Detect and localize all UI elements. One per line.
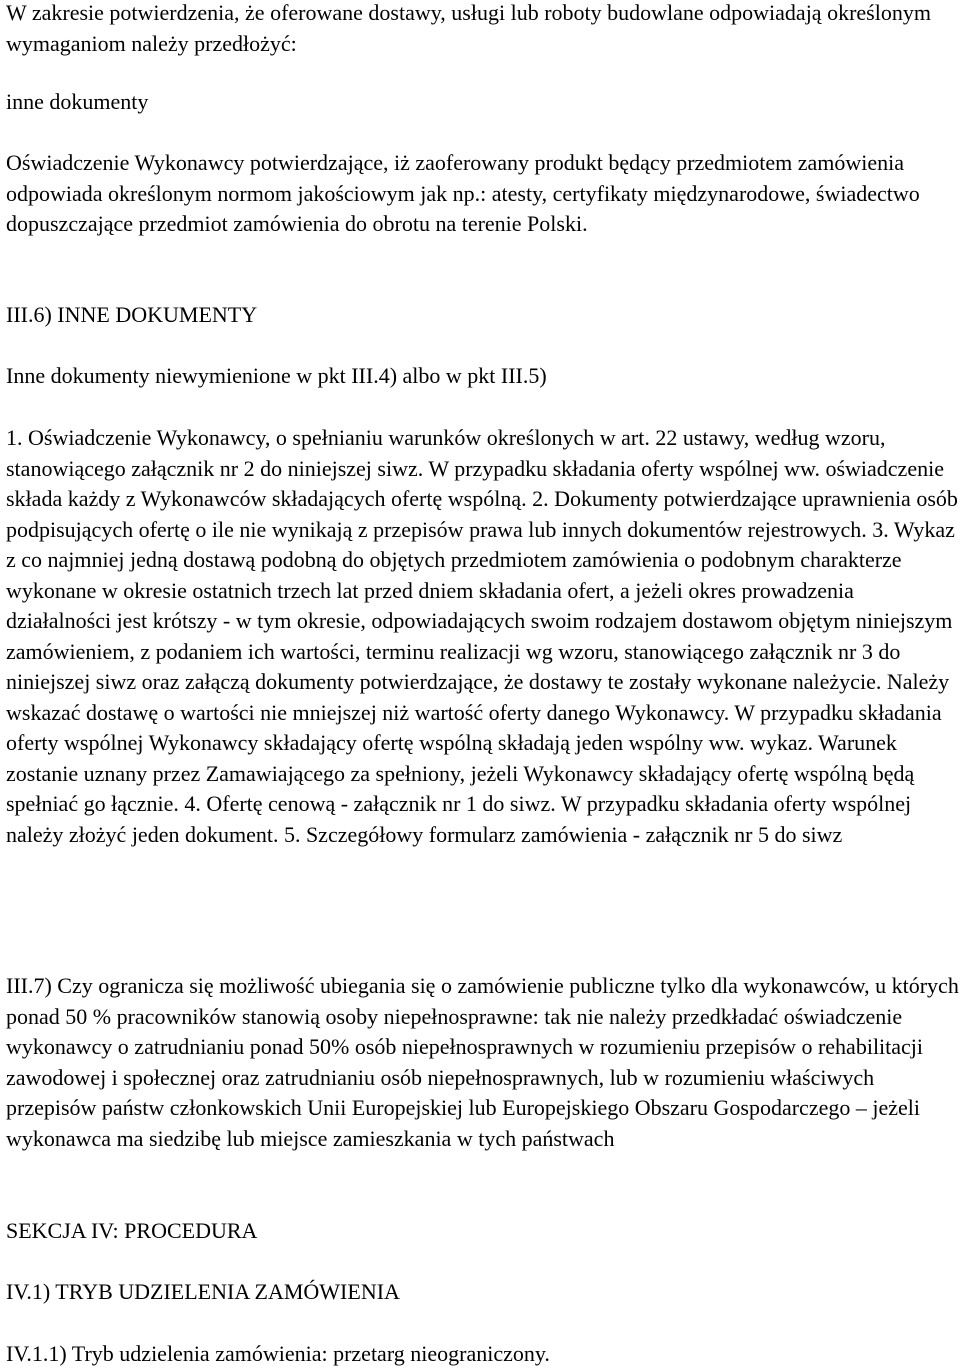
paragraph-requirements-intro: W zakresie potwierdzenia, że oferowane dostawy, usługi lub roboty budowlane odpowiadają określonym wymaganiom należy przedłożyć: xyxy=(6,0,931,56)
paragraph-other-documents: inne dokumenty xyxy=(6,89,149,114)
section-heading-iv-1: IV.1) TRYB UDZIELENIA ZAMÓWIENIA xyxy=(6,1279,400,1304)
paragraph-required-documents-list: 1. Oświadczenie Wykonawcy, o spełnianiu warunków określonych w art. 22 ustawy, według wzoru, stanowiącego załącznik nr 2 do niniejszej siwz. W przypadku składania oferty wspólnej ww. oświadczenie składa każdy z Wykonawców składających ofertę wspólną. 2. Dokumenty potwierdzające uprawnienia osób podpisujących ofertę o ile nie wynikają z przepisów prawa lub innych dokumentów rejestrowych. 3. Wykaz z co najmniej jedną dostawą podobną do objętych przedmiotem zamówienia o podobnym charakterze wykonane w okresie ostatnich trzech lat przed dniem składania ofert, a jeżeli okres prowadzenia działalności jest krótszy - w tym okresie, odpowiadających swoim rodzajem dostawom objętym niniejszym zamówieniem, z podaniem ich wartości, terminu realizacji wg wzoru, stanowiącego załącznik nr 3 do niniejszej siwz oraz załączą dokumenty potwierdzające, że dostawy te zostały wykonane należycie. Należy wskazać dostawę o wartości nie mniejszej niż wartość oferty danego Wykonawcy. W przypadku składania oferty wspólnej Wykonawcy składający ofertę wspólną składają jeden wspólny ww. wykaz. Warunek zostanie uznany przez Zamawiającego za spełniony, jeżeli Wykonawcy składający ofertę wspólną będą spełniać go łącznie. 4. Ofertę cenową - załącznik nr 1 do siwz. W przypadku składania oferty wspólnej należy złożyć jeden dokument. 5. Szczegółowy formularz zamówienia - załącznik nr 5 do siwz xyxy=(6,425,958,847)
section-heading-iii-6: III.6) INNE DOKUMENTY xyxy=(6,302,258,327)
paragraph-other-docs-not-listed: Inne dokumenty niewymienione w pkt III.4) albo w pkt III.5) xyxy=(6,363,547,388)
paragraph-iv-1-1: IV.1.1) Tryb udzielenia zamówienia: przetarg nieograniczony. xyxy=(6,1341,550,1366)
paragraph-contractor-statement: Oświadczenie Wykonawcy potwierdzające, iż zaoferowany produkt będący przedmiotem zamówienia odpowiada określonym normom jakościowym jak np.: atesty, certyfikaty międzynarodowe, świadectwo dopuszczające przedmiot zamówienia do obrotu na terenie Polski. xyxy=(6,150,920,236)
section-iii-7-paragraph: III.7) Czy ogranicza się możliwość ubiegania się o zamówienie publiczne tylko dla wykonawców, u których ponad 50 % pracowników stanowią osoby niepełnosprawne: tak nie należy przedkładać oświadczenie wykonawcy o zatrudnianiu ponad 50% osób niepełnosprawnych w rozumieniu przepisów o rehabilitacji zawodowej i społecznej oraz zatrudnianiu osób niepełnosprawnych, lub w rozumieniu właściwych przepisów państw członkowskich Unii Europejskiej lub Europejskiego Obszaru Gospodarczego – jeżeli wykonawca ma siedzibę lub miejsce zamieszkania w tych państwach xyxy=(6,973,959,1151)
section-heading-iv: SEKCJA IV: PROCEDURA xyxy=(6,1218,258,1243)
